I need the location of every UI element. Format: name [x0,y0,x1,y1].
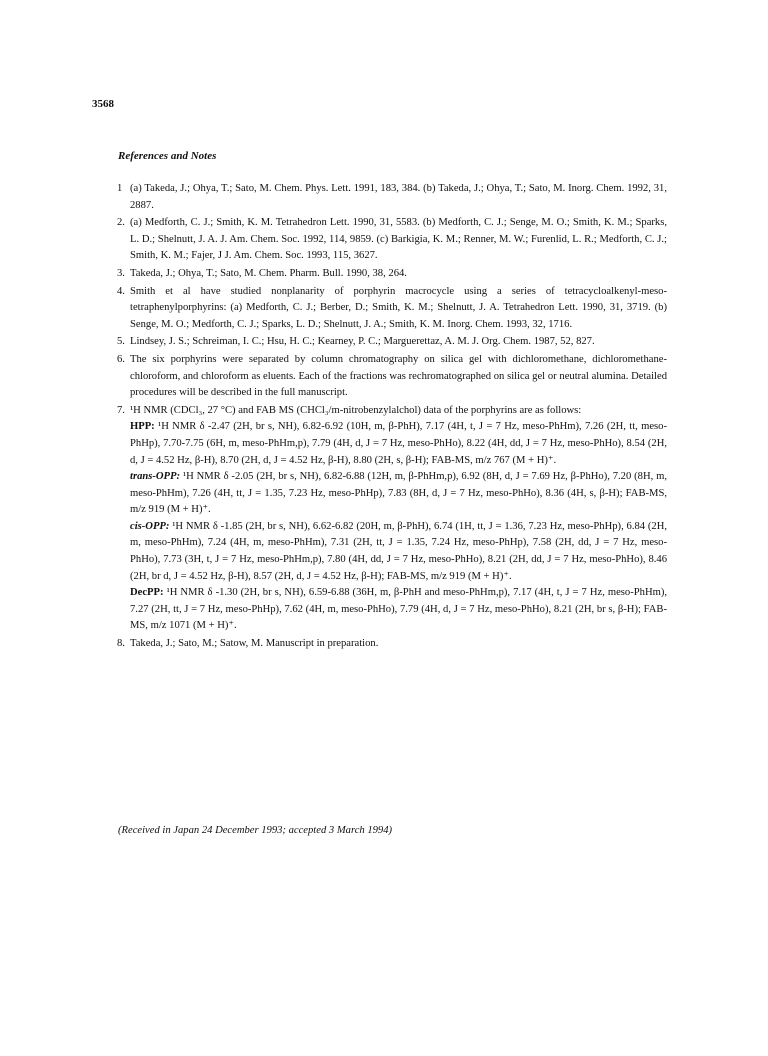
nmr-data: ¹H NMR δ -1.85 (2H, br s, NH), 6.62-6.82 (20H, m, β-PhH), 6.74 (1H, tt, J = 1.36, 7.23 Hz, meso-PhHp), 6.84 (2H, m, meso-PhHm), 7.24 (4H, m, meso-PhHm), 7.31 (2H, tt, J = 1.35, 7.24 Hz, meso-PhHp), 7.58 (2H, dd, J = 7 Hz, meso-PhHo), 7.73 (3H, t, J = 7 Hz, meso-PhHm,p), 7.80 (4H, dd, J = 7 Hz, meso-PhHo), 8.21 (2H, dd, J = 7 Hz, meso-PhHo), 8.46 (2H, br d, J = 4.52 Hz, β-H), 8.57 (2H, d, J = 4.52 Hz, β-H); FAB-MS, m/z 919 (M + H)⁺. [130,520,667,582]
nmr-entry-cis-opp [130,519,667,585]
compound-label: HPP: [130,421,155,433]
section-heading: References and Notes [118,150,217,162]
nmr-entry-hpp [130,419,667,469]
note-text: (a) Takeda, J.; Ohya, T.; Sato, M. Chem. Phys. Lett. 1991, 183, 384. (b) Takeda, J.; Ohya, T.; Sato, M. Inorg. Chem. 1992, 31, 2887. [130,183,667,211]
note-text: Takeda, J.; Sato, M.; Satow, M. Manuscript in preparation. [130,638,379,650]
note-number: 6. [117,353,125,365]
nmr-data: ¹H NMR δ -2.05 (2H, br s, NH), 6.82-6.88 (12H, m, β-PhHm,p), 6.92 (8H, d, J = 7.69 Hz, β-PhHo), 7.20 (8H, m, meso-PhHm), 7.26 (4H, tt, J = 1.35, 7.23 Hz, meso-PhHp), 7.83 (8H, d, J = 7 Hz, meso-PhHo), 8.36 (4H, s, β-H); FAB-MS, m/z 919 (M + H)⁺. [130,471,667,516]
note-item [117,215,667,265]
note-text: (a) Medforth, C. J.; Smith, K. M. Tetrahedron Lett. 1990, 31, 5583. (b) Medforth, C. J.; Senge, M. O.; Smith, K. M.; Sparks, L. D.; Shelnutt, J. A. J. Am. Chem. Soc. 1992, 114, 9859. (c) Barkigia, K. M.; Renner, M. W.; Furenlid, L. R.; Medforth, C. J.; Smith, K. M.; Fajer, J J. Am. Chem. Soc. 1993, 115, 3627. [130,217,667,262]
nmr-entry-decpp [130,585,667,635]
note-number: 2. [117,217,125,229]
note-number: 5. [117,336,125,348]
note-number: 3. [117,267,125,279]
note-number: 4. [117,285,125,297]
note-text: Takeda, J.; Ohya, T.; Sato, M. Chem. Pharm. Bull. 1990, 38, 264. [130,267,407,279]
note-text: The six porphyrins were separated by column chromatography on silica gel with dichloromethane, dichloromethane-chloroform, and chloroform as eluents. Each of the fractions was rechromatographed on silica gel or neutral alumina. Detailed procedures will be described in the full manuscript. [130,353,667,399]
notes-list [117,181,667,654]
received-dates: (Received in Japan 24 December 1993; accepted 3 March 1994) [118,825,393,836]
nmr-entry-trans-opp [130,469,667,519]
note-number: 7. [117,404,125,416]
note-item [117,352,667,402]
note-item [117,181,667,214]
note-item [117,636,667,653]
compound-label: trans-OPP: [130,471,181,483]
note-text: ¹H NMR (CDCl₃, 27 °C) and FAB MS (CHCl₃/m-nitrobenzylalchol) data of the porphyrins are as follows: [130,404,582,416]
note-item [117,284,667,334]
note-item [117,403,667,635]
note-item [117,334,667,351]
note-text: Lindsey, J. S.; Schreiman, I. C.; Hsu, H. C.; Kearney, P. C.; Marguerettaz, A. M. J. Org. Chem. 1987, 52, 827. [130,336,595,348]
compound-label: DecPP: [130,587,164,599]
nmr-data: ¹H NMR δ -2.47 (2H, br s, NH), 6.82-6.92 (10H, m, β-PhH), 7.17 (4H, t, J = 7 Hz, meso-PhHm), 7.26 (2H, tt, meso-PhHp), 7.70-7.75 (6H, m, meso-PhHm,p), 7.79 (4H, d, J = 7 Hz, meso-PhHo), 8.22 (4H, dd, J = 7 Hz, meso-PhHo), 8.54 (2H, d, J = 4.52 Hz, β-H), 8.70 (2H, d, J = 4.52 Hz, β-H), 8.80 (2H, s, β-H); FAB-MS, m/z 767 (M + H)⁺. [130,421,667,466]
nmr-data: ¹H NMR δ -1.30 (2H, br s, NH), 6.59-6.88 (36H, m, β-PhH and meso-PhHm,p), 7.17 (4H, t, J = 7 Hz, meso-PhHm), 7.27 (2H, tt, J = 7 Hz, meso-PhHp), 7.62 (4H, m, meso-PhHo), 7.79 (4H, d, J = 7 Hz, meso-PhHo), 8.21 (2H, br s, β-H); FAB-MS, m/z 1071 (M + H)⁺. [130,587,668,632]
note-number: 8. [117,638,125,650]
note-item [117,266,667,283]
page-number: 3568 [92,98,114,110]
note-text: Smith et al have studied nonplanarity of porphyrin macrocycle using a series of tetracycloalkenyl-meso-tetraphenylporphyrins: (a) Medforth, C. J.; Berber, D.; Smith, K. M.; Shelnutt, J. A. Tetrahedron Lett. 1990, 31, 3719. (b) Senge, M. O.; Medforth, C. J.; Sparks, L. D.; Shelnutt, J. A.; Smith, K. M. Inorg. Chem. 1993, 32, 1716. [130,285,667,330]
compound-label: cis-OPP: [130,520,170,532]
note-number: 1 [117,183,123,194]
